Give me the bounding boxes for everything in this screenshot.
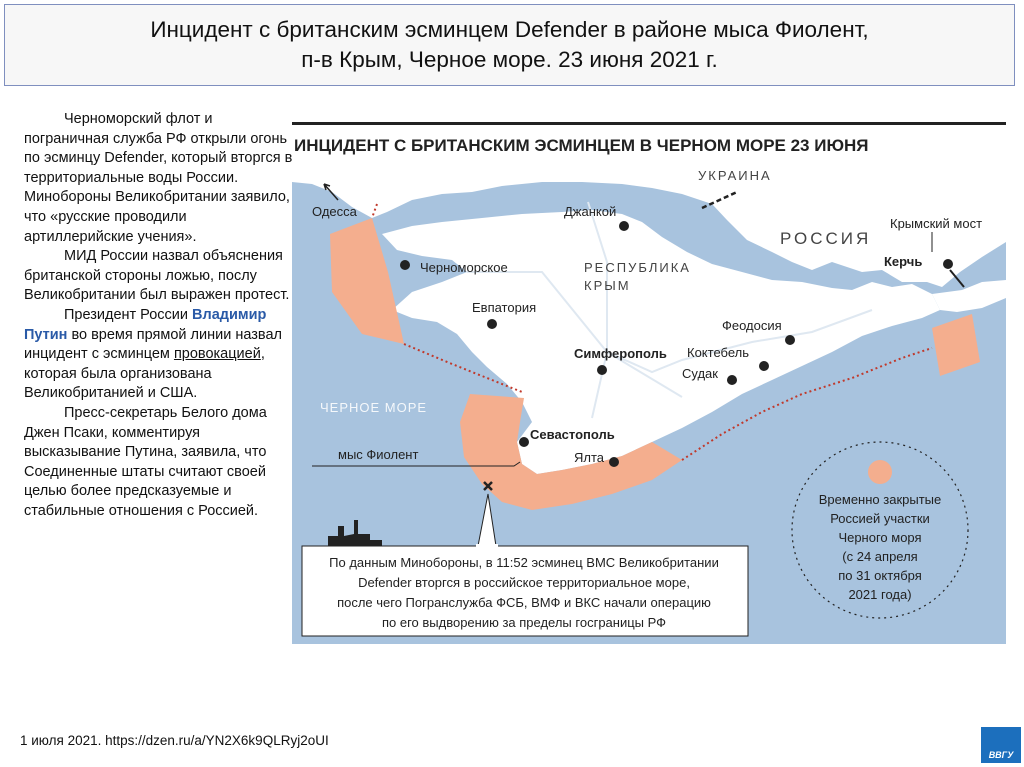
legend-line-3: Черного моря <box>838 530 922 545</box>
title-line-1: Инцидент с британским эсминцем Defender в районе мыса Фиолент, <box>150 17 869 42</box>
legend-line-6: 2021 года) <box>848 587 912 602</box>
label-feodosia: Феодосия <box>722 318 782 333</box>
label-sudak: Судак <box>682 366 718 381</box>
paragraph-4: Пресс-секретарь Белого дома Джен Псаки, комментируя высказывание Путина, заявила, что Соединенные штаты считают своей целью более предсказуемые и стабильные отношения с Россией. <box>24 404 267 519</box>
label-simferopol: Симферополь <box>574 346 667 361</box>
label-koktebel: Коктебель <box>687 345 749 360</box>
source-footer: 1 июля 2021. https://dzen.ru/a/YN2X6k9QLRyj2oUI <box>20 733 329 748</box>
slide-title <box>4 4 1015 86</box>
label-yalta: Ялта <box>574 450 605 465</box>
label-sevastopol: Севастополь <box>530 427 615 442</box>
label-ukraine: УКРАИНА <box>698 168 772 183</box>
paragraph-2: МИД России назвал объяснения британской стороны ложью, послу Великобритании был выражен протест. <box>24 248 290 304</box>
legend-line-4: (с 24 апреля <box>842 549 918 564</box>
label-fiolent: мыс Фиолент <box>338 447 419 462</box>
legend-line-5: по 31 октября <box>838 568 922 583</box>
map-header: ИНЦИДЕНТ С БРИТАНСКИМ ЭСМИНЦЕМ В ЧЕРНОМ МОРЕ 23 ИЮНЯ <box>294 136 869 155</box>
callout-line-3: после чего Погранслужба ФСБ, ВМФ и ВКС начали операцию <box>337 595 711 610</box>
label-evpatoria: Евпатория <box>472 300 537 315</box>
putin-name: Владимир Путин <box>24 306 267 343</box>
legend-zone-swatch <box>868 460 892 484</box>
label-bridge: Крымский мост <box>890 216 983 231</box>
legend-line-2: Россией участки <box>830 511 930 526</box>
label-russia: РОССИЯ <box>780 229 872 248</box>
label-black-sea: ЧЕРНОЕ МОРЕ <box>320 400 428 415</box>
article-text <box>24 110 294 521</box>
p3-after: , которая была организована Великобританией и США. <box>24 346 265 402</box>
title-line-2: п-в Крым, Черное море. 23 июня 2021 г. <box>301 47 718 72</box>
label-odessa: Одесса <box>312 204 357 219</box>
legend-line-1: Временно закрытые <box>818 492 942 507</box>
label-kerch: Керчь <box>884 254 923 269</box>
provocation-link[interactable]: провокацией <box>173 346 261 363</box>
label-dzhankoy: Джанкой <box>564 204 617 219</box>
callout-line-2: Defender вторгся в российское территориальное море, <box>358 575 690 590</box>
university-logo: ВВГУ <box>981 727 1021 763</box>
label-crimea: КРЫМ <box>584 278 631 293</box>
p3-mid: во время прямой линии назвал инцидент с эсминцем <box>24 326 282 363</box>
paragraph-1: Черноморский флот и пограничная служба РФ открыли огонь по эсминцу Defender, который вторгся в территориальные воды России. Минобороны Великобритании заявило, что «русские проводили артиллерийские учения». <box>24 111 293 245</box>
paragraph-3 <box>24 306 294 404</box>
crimea-map <box>292 122 1006 644</box>
label-chernomorskoe: Черноморское <box>420 260 508 275</box>
p3-before: Президент России <box>64 306 188 323</box>
label-republic: РЕСПУБЛИКА <box>584 260 691 275</box>
callout-line-1: По данным Минобороны, в 11:52 эсминец ВМС Великобритании <box>329 555 719 570</box>
callout-line-4: по его выдворению за пределы госграницы РФ <box>381 615 667 630</box>
